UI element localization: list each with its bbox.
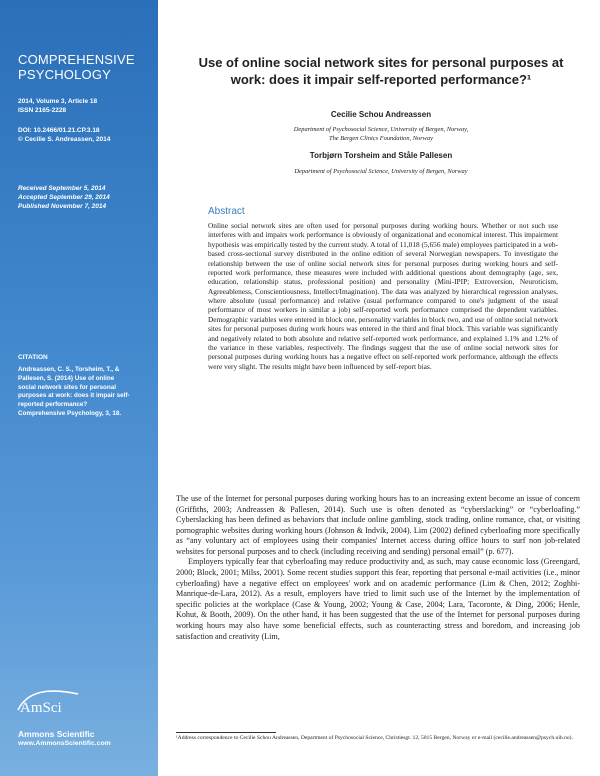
title-line2: work: does it impair self-reported performance?¹ [230, 72, 532, 87]
citation-heading: CITATION [18, 354, 48, 361]
accepted-date: Accepted September 29, 2014 [18, 194, 110, 201]
author-secondary: Torbjørn Torsheim and Ståle Pallesen [309, 151, 453, 160]
title-line1: Use of online social network sites for personal purposes at [198, 55, 564, 70]
affiliation-primary-line1: Department of Psychosocial Science, University of Bergen, Norway, [293, 126, 469, 133]
footnote: ¹Address correspondence to Cecilie Schou Andreassen, Department of Psychosocial Science, Christiesgt. 12, 5015 Bergen, Norway or e-mail (cecilie.andreassen@psych.uib.no). [176, 735, 573, 741]
citation-text: Andreassen, C. S., Torsheim, T., & Pallesen, S. (2014) Use of online social network sites for personal purposes at work: does it impair self-reported performance? Comprehensive Psychology, 3, 18. [18, 366, 130, 417]
footnote-rule [176, 732, 276, 733]
publisher-name: Ammons Scientific [18, 729, 95, 739]
affiliation-secondary: Department of Psychosocial Science, University of Bergen, Norway [294, 168, 468, 175]
affiliation-primary-line2: The Bergen Clinics Foundation, Norway [329, 135, 433, 142]
journal-name-line2: PSYCHOLOGY [18, 67, 112, 82]
affiliation-primary [170, 125, 592, 143]
article-title [170, 54, 592, 88]
doi-info: DOI: 10.2466/01.21.CP.3.18 [18, 127, 100, 134]
journal-issue-info [18, 97, 97, 115]
publisher-block [18, 729, 111, 748]
abstract-text: Online social network sites are often used for personal purposes during working hours. Whether or not such use interferes with and impairs work performance is obviously of organizational and economical interest. This impairment hypothesis was empirically tested by the current study. A total of 11,018 (5,656 male) employees participated in a web-based cross-sectional survey distributed in the online edition of several Norwegian newspapers. To investigate the relationship between the use of online social network sites for personal purposes during working hours and self-reported work performance, these measures were included with additional questions about demography (age, sex, education, relationship status, professional position) and personality (Mini-IPIP; Extroversion, Neuroticism, Agreeableness, Conscientiousness, Intellect/Imagination). The data was analyzed by hierarchical regression analyses, where absolute (usual performance) and relative (usual performance compared to one's judgment of the usual performance of most workers in similar a job) self-reported work performance comprised the dependent variables. Demographic variables were entered in block one, personality variables in block two, and use of online social network sites for personal purposes during work hours was entered in the third and final block. This variable was significantly and negatively related to both absolute and relative self-reported work performance, and explained 1.1% and 1.2% of the variance in these variables, respectively. The findings suggest that the use of online social network sites for personal purposes during working hours has a negative effect on self-reported work performance, although the effects were very slight. The results might have been influenced by self-report bias. [208, 221, 558, 371]
published-date: Published November 7, 2014 [18, 203, 107, 210]
abstract-heading: Abstract [208, 206, 245, 217]
doi-block [18, 126, 110, 144]
received-date: Received September 5, 2014 [18, 185, 106, 192]
body-paragraph-1: The use of the Internet for personal purposes during working hours has to an increasing extent become an issue of concern (Griffiths, 2003; Andreassen & Pallesen, 2014). Such use is often denoted as “cyberslacking” or “cyberloafing.” Cyberslacking has been defined as behaviors that include online gambling, stock trading, online romance, chat, or visiting pornographic websites during working hours (Johnson & Indvik, 2004). Lim (2002) defined cyberloafing more specifically as “any voluntary act of employees using their companies' Internet access during office hours to surf non job-related websites for personal purposes and to check (including receiving and sending) personal email” (p. 677). [176, 494, 580, 556]
volume-info: 2014, Volume 3, Article 18 [18, 98, 98, 105]
amsci-logo [16, 688, 80, 718]
body-paragraph-2: Employers typically fear that cyberloafing may reduce productivity and, as such, may cause economic loss (Greengard, 2000; Block, 2001; Milss, 2001). Some recent studies support this fear, reporting that personal e-mail activities (i.e., minor cyberloafing) have a negative effect on employees' work and on academic performance (Lim & Chen, 2012; Zoghbi-Manrique-de-Lara, 2012). As a result, employers have tried to limit such use of the Internet by the implementation of specific policies at the workplace (Case & Young, 2002; Young & Case, 2004; Lara, Tacoronte, & Ding, 2006; Henle, Kohut, & Booth, 2009). On the other hand, it has been suggested that the use of the Internet for personal purposes during working hours may also have some beneficial effects, such as counteracting stress and boredom, and increasing job satisfaction and creativity (Lim, [176, 557, 580, 641]
logo-text: AmSci [20, 700, 62, 716]
journal-name [18, 52, 135, 82]
dates-block [18, 184, 110, 211]
issn-info: ISSN 2165-2228 [18, 107, 67, 114]
journal-sidebar [0, 0, 158, 776]
publisher-url[interactable]: www.AmmonsScientific.com [18, 740, 111, 747]
journal-name-line1: COMPREHENSIVE [18, 52, 135, 67]
copyright-info: © Cecilie S. Andreassen, 2014 [18, 136, 111, 143]
body-text [176, 494, 580, 642]
author-primary: Cecilie Schou Andreassen [330, 110, 432, 119]
